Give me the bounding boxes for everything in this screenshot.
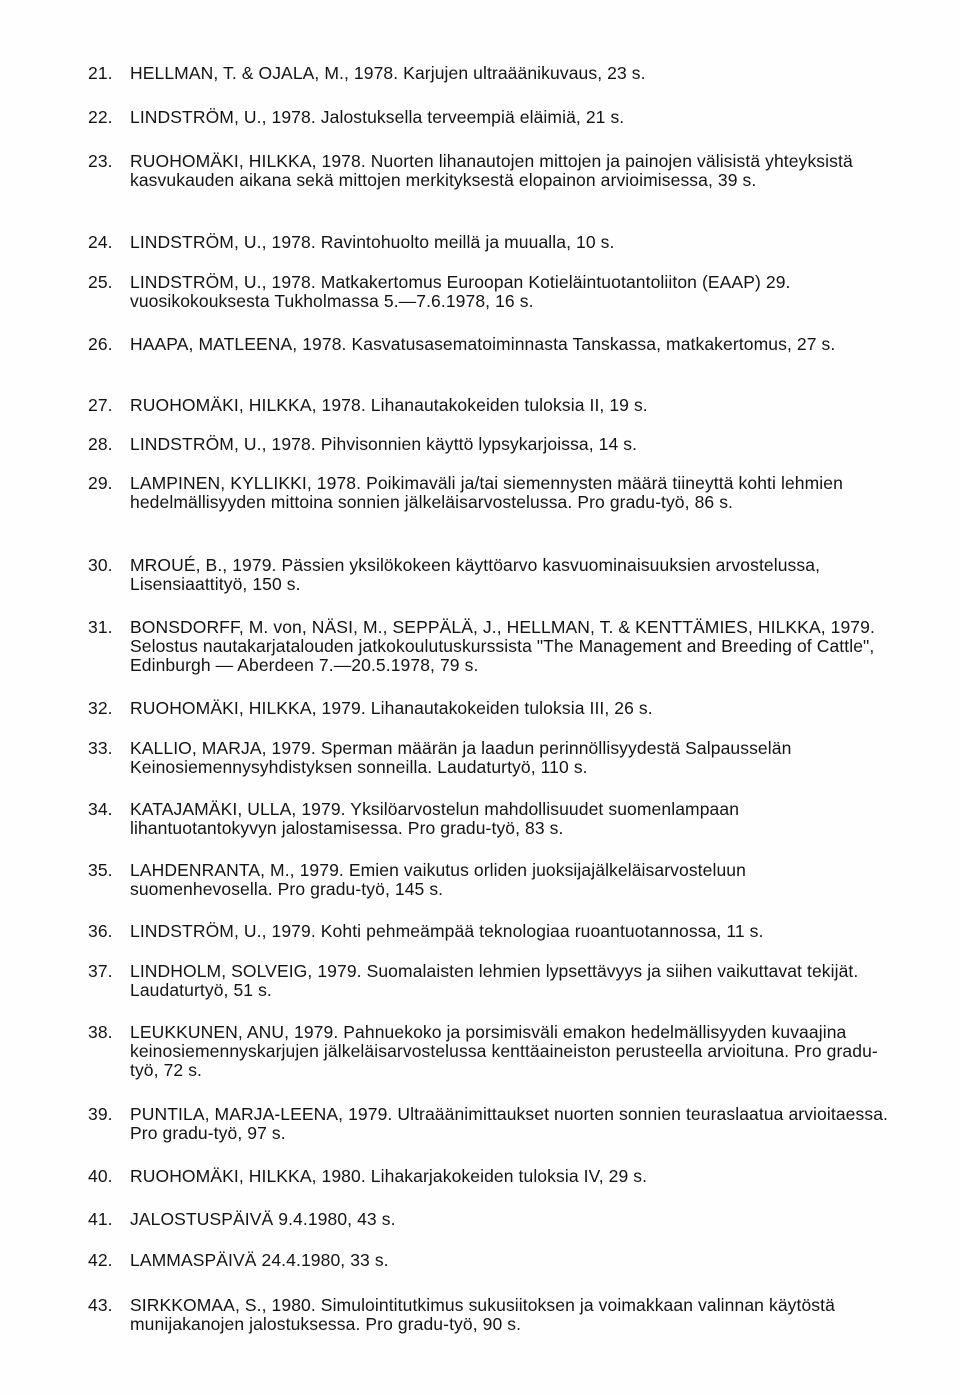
reference-entry-24 xyxy=(88,233,888,252)
reference-entry-32 xyxy=(88,699,888,718)
reference-entry-31 xyxy=(88,618,888,675)
entry-number: 37. xyxy=(88,961,113,981)
entry-author: LINDSTRÖM, U., 1978. xyxy=(130,232,316,252)
entry-number: 33. xyxy=(88,738,113,758)
entry-author: HAAPA, MATLEENA, 1978. xyxy=(130,334,347,354)
entry-author: JALOSTUSPÄIVÄ 9.4.1980, 43 s. xyxy=(130,1209,396,1229)
entry-title: Pahnuekoko ja porsimisväli emakon hedelmällisyyden kuvaajina keinosiemennyskarjujen jälkeläisarvostelussa kenttäaineiston perusteella arvioituna. Pro gradu-työ, 72 s. xyxy=(130,1022,878,1080)
entry-title: Lihanautakokeiden tuloksia III, 26 s. xyxy=(370,698,653,718)
reference-entry-23 xyxy=(88,152,888,190)
entry-author: LINDSTRÖM, U., 1978. xyxy=(130,434,316,454)
entry-number: 23. xyxy=(88,151,113,171)
entry-number: 41. xyxy=(88,1209,113,1229)
reference-entry-33 xyxy=(88,739,888,777)
entry-title: Pässien yksilökokeen käyttöarvo kasvuominaisuuksien arvostelussa, Lisensiaattityö, 150 s. xyxy=(130,555,821,594)
entry-author: PUNTILA, MARJA-LEENA, 1979. xyxy=(130,1104,393,1124)
entry-number: 38. xyxy=(88,1022,113,1042)
entry-author: LINDSTRÖM, U., 1978. xyxy=(130,272,316,292)
reference-entry-34 xyxy=(88,800,888,838)
reference-entry-29 xyxy=(88,474,888,512)
reference-entry-36 xyxy=(88,922,888,941)
entry-number: 28. xyxy=(88,434,113,454)
entry-author: KALLIO, MARJA, 1979. xyxy=(130,738,316,758)
entry-number: 35. xyxy=(88,860,113,880)
entry-author: LEUKKUNEN, ANU, 1979. xyxy=(130,1022,339,1042)
reference-entry-21 xyxy=(88,64,888,83)
entry-title: Ultraäänimittaukset nuorten sonnien teuraslaatua arvioitaessa. Pro gradu-työ, 97 s. xyxy=(130,1104,888,1143)
reference-entry-22 xyxy=(88,108,888,127)
reference-entry-28 xyxy=(88,435,888,454)
entry-title: Sperman määrän ja laadun perinnöllisyydestä Salpausselän Keinosiemennysyhdistyksen sonneilla. Laudaturtyö, 110 s. xyxy=(130,738,792,777)
entry-number: 43. xyxy=(88,1295,113,1315)
entry-number: 32. xyxy=(88,698,113,718)
entry-author: RUOHOMÄKI, HILKKA, 1978. xyxy=(130,395,366,415)
entry-author: BONSDORFF, M. von, NÄSI, M., SEPPÄLÄ, J., HELLMAN, T. & KENTTÄMIES, HILKKA, 1979. xyxy=(130,617,875,637)
entry-title: Lihanautakokeiden tuloksia II, 19 s. xyxy=(370,395,648,415)
entry-number: 26. xyxy=(88,334,113,354)
reference-entry-43 xyxy=(88,1296,888,1334)
entry-number: 34. xyxy=(88,799,113,819)
entry-number: 42. xyxy=(88,1250,113,1270)
entry-title: Kasvatusasematoiminnasta Tanskassa, matkakertomus, 27 s. xyxy=(351,334,836,354)
entry-author: MROUÉ, B., 1979. xyxy=(130,555,277,575)
reference-entry-41 xyxy=(88,1210,888,1229)
reference-entry-30 xyxy=(88,556,888,594)
entry-author: HELLMAN, T. & OJALA, M., 1978. xyxy=(130,63,399,83)
reference-entry-27 xyxy=(88,396,888,415)
reference-entry-26 xyxy=(88,335,888,354)
reference-entry-25 xyxy=(88,273,888,311)
entry-author: RUOHOMÄKI, HILKKA, 1980. xyxy=(130,1166,366,1186)
entry-author: LAHDENRANTA, M., 1979. xyxy=(130,860,344,880)
entry-author: LINDSTRÖM, U., 1979. xyxy=(130,921,316,941)
entry-author: RUOHOMÄKI, HILKKA, 1979. xyxy=(130,698,366,718)
entry-title: Suomalaisten lehmien lypsettävyys ja siihen vaikuttavat tekijät. Laudaturtyö, 51 s. xyxy=(130,961,859,1000)
entry-author: SIRKKOMAA, S., 1980. xyxy=(130,1295,316,1315)
entry-title: Selostus nautakarjatalouden jatkokoulutuskurssista "The Management and Breeding of Cattle", Edinburgh — Aberdeen 7.—20.5.1978, 79 s. xyxy=(130,636,875,675)
entry-title: Jalostuksella terveempiä eläimiä, 21 s. xyxy=(320,107,625,127)
reference-entry-38 xyxy=(88,1023,888,1080)
entry-title: Poikimaväli ja/tai siemennysten määrä tiineyttä kohti lehmien hedelmällisyyden mittoina sonnien jälkeläisarvostelussa. Pro gradu-työ, 86 s. xyxy=(130,473,843,512)
entry-title: Simulointitutkimus sukusiitoksen ja voimakkaan valinnan käytöstä munijakanojen jalostuksessa. Pro gradu-työ, 90 s. xyxy=(130,1295,835,1334)
entry-author: LAMMASPÄIVÄ 24.4.1980, 33 s. xyxy=(130,1250,389,1270)
entry-title: Pihvisonnien käyttö lypsykarjoissa, 14 s. xyxy=(320,434,638,454)
reference-entry-39 xyxy=(88,1105,888,1143)
entry-number: 40. xyxy=(88,1166,113,1186)
entry-number: 27. xyxy=(88,395,113,415)
entry-number: 24. xyxy=(88,232,113,252)
entry-title: Kohti pehmeämpää teknologiaa ruoantuotannossa, 11 s. xyxy=(320,921,764,941)
entry-author: LAMPINEN, KYLLIKKI, 1978. xyxy=(130,473,362,493)
entry-author: LINDHOLM, SOLVEIG, 1979. xyxy=(130,961,362,981)
entry-number: 21. xyxy=(88,63,113,83)
entry-title: Emien vaikutus orliden juoksijajälkeläisarvosteluun suomenhevosella. Pro gradu-työ, 145 s. xyxy=(130,860,746,899)
entry-title: Nuorten lihanautojen mittojen ja painojen välisistä yhteyksistä kasvukauden aikana sekä mittojen merkityksestä elopainon arvioimisessa, 39 s. xyxy=(130,151,853,190)
entry-number: 22. xyxy=(88,107,113,127)
entry-author: RUOHOMÄKI, HILKKA, 1978. xyxy=(130,151,366,171)
entry-number: 36. xyxy=(88,921,113,941)
entry-author: KATAJAMÄKI, ULLA, 1979. xyxy=(130,799,346,819)
reference-entry-40 xyxy=(88,1167,888,1186)
entry-number: 29. xyxy=(88,473,113,493)
entry-number: 25. xyxy=(88,272,113,292)
entry-title: Matkakertomus Euroopan Kotieläintuotantoliiton (EAAP) 29. vuosikokouksesta Tukholmassa 5.—7.6.1978, 16 s. xyxy=(130,272,791,311)
entry-title: Lihakarjakokeiden tuloksia IV, 29 s. xyxy=(370,1166,648,1186)
entry-title: Yksilöarvostelun mahdollisuudet suomenlampaan lihantuotantokyvyn jalostamisessa. Pro gradu-työ, 83 s. xyxy=(130,799,740,838)
entry-title: Karjujen ultraäänikuvaus, 23 s. xyxy=(403,63,646,83)
reference-entry-42 xyxy=(88,1251,888,1270)
entry-number: 31. xyxy=(88,617,113,637)
entry-title: Ravintohuolto meillä ja muualla, 10 s. xyxy=(320,232,615,252)
entry-author: LINDSTRÖM, U., 1978. xyxy=(130,107,316,127)
reference-entry-35 xyxy=(88,861,888,899)
entry-number: 30. xyxy=(88,555,113,575)
reference-entry-37 xyxy=(88,962,888,1000)
entry-number: 39. xyxy=(88,1104,113,1124)
